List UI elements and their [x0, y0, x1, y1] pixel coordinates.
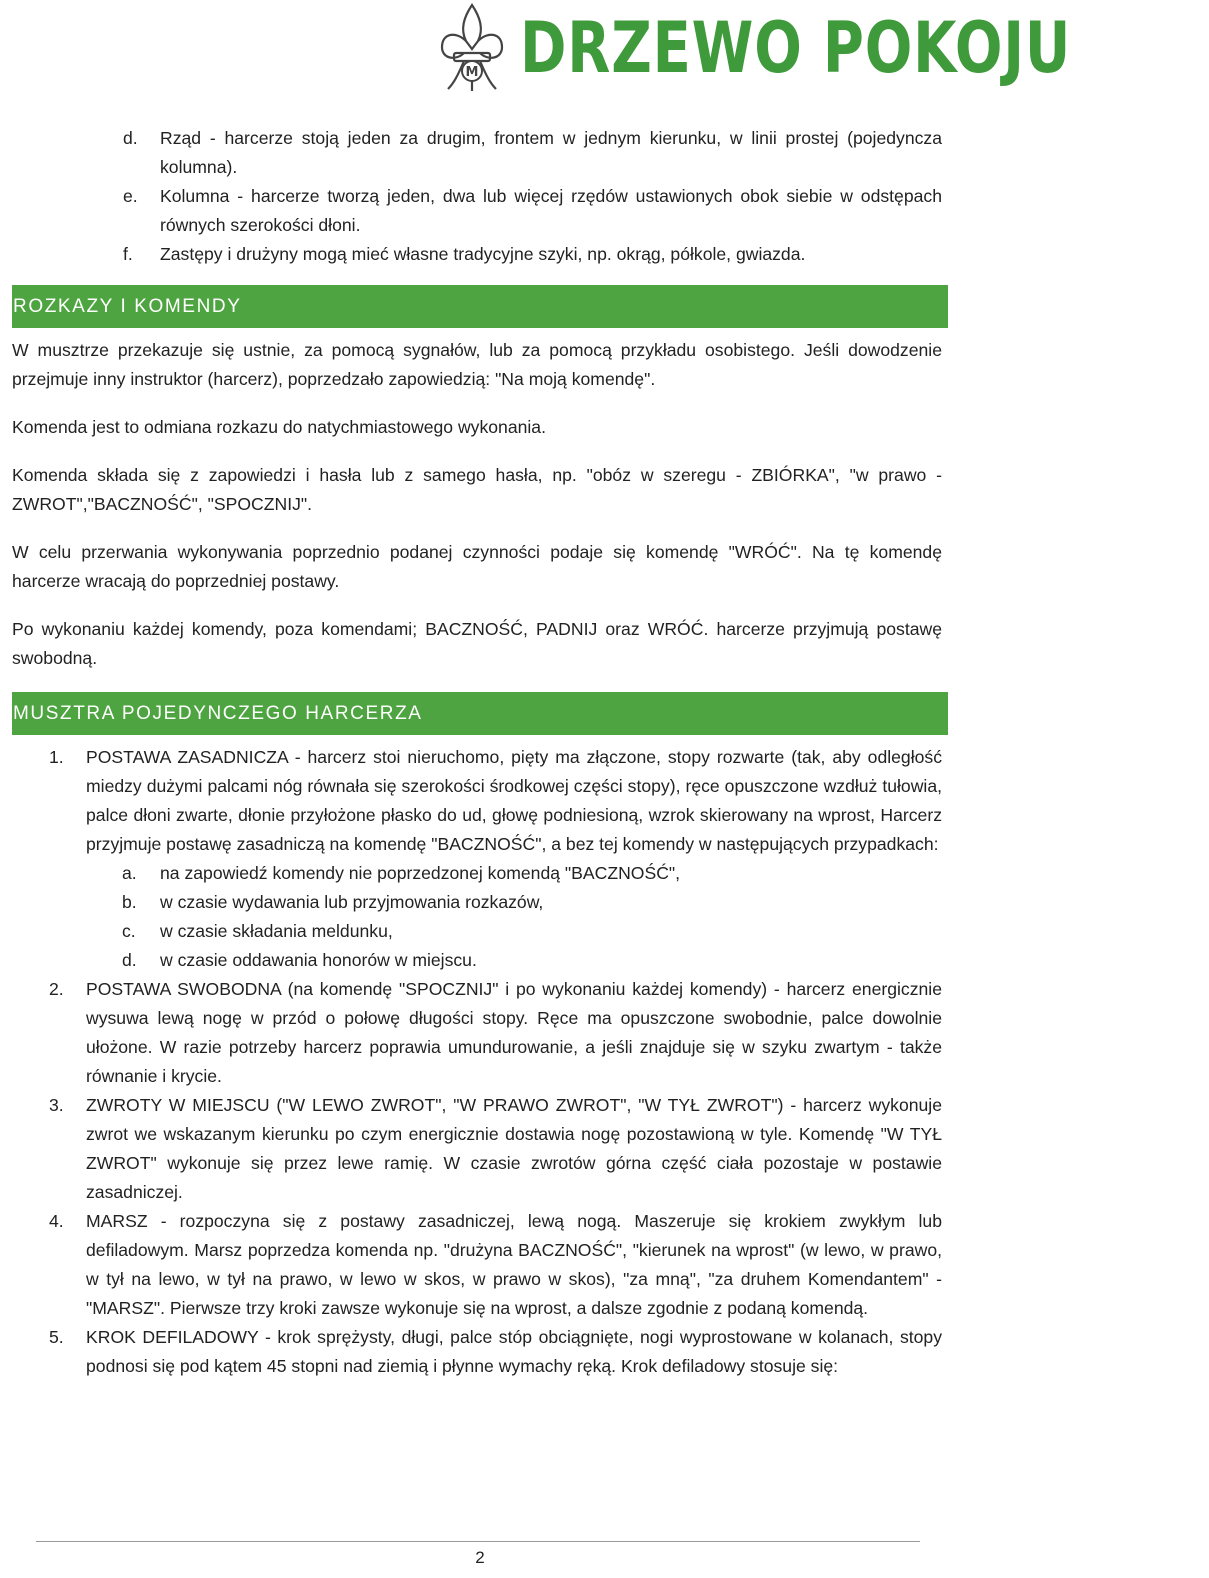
svg-text:M: M: [465, 65, 479, 80]
list-item: e. Kolumna - harcerze tworzą jeden, dwa lub więcej rzędów ustawionych obok siebie w odstępach równych szerokości dłoni.: [123, 186, 942, 235]
list-item: 1. POSTAWA ZASADNICZA - harcerz stoi nieruchomo, pięty ma złączone, stopy rozwarte (tak, aby odległość miedzy dużymi palcami nóg równała się szerokości środkowej części stopy), ręce opuszczone wzdłuż tułowia, palce dłoni zwarte, dłonie przyłożone płasko do ud, głowę podniesioną, wzrok skierowany na wprost, Harcerz przyjmuje postawę zasadniczą na komendę "BACZNOŚĆ", a bez tej komendy w następujących przypadkach: a. na zapowiedź komendy nie poprzedzonej komendą "BACZNOŚĆ", b. w czasie wydawania lub przyjmowania rozkazów, c. w czasie składania meldunku, d. w czasie oddawania honorów w miejscu.: [12, 743, 942, 975]
footer-divider: [36, 1541, 920, 1542]
paragraph: Komenda jest to odmiana rozkazu do natychmiastowego wykonania.: [12, 417, 546, 437]
paragraph: Komenda składa się z zapowiedzi i hasła lub z samego hasła, np. "obóz w szeregu - ZBIÓRKA", "w prawo - ZWROT","BACZNOŚĆ", "SPOCZNIJ".: [12, 465, 942, 514]
sub-list: [86, 859, 942, 975]
sub-list-item: c. w czasie składania meldunku,: [122, 921, 393, 941]
paragraph: Po wykonaniu każdej komendy, poza komendami; BACZNOŚĆ, PADNIJ oraz WRÓĆ. harcerze przyjmują postawę swobodną.: [12, 619, 942, 668]
list-item: 2. POSTAWA SWOBODNA (na komendę "SPOCZNIJ" i po wykonaniu każdej komendy) - harcerz energicznie wysuwa lewą nogę w przód o połowę długości stopy. Ręce ma opuszczone swobodnie, palce dowolnie ułożone. W razie potrzeby harcerz poprawia umundurowanie, a jeśli znajduje się w szyku zwartym - także równanie i krycie.: [49, 979, 942, 1086]
logo-text: DRZEWO POKOJU: [520, 7, 1072, 89]
list-item: d. Rząd - harcerze stoją jeden za drugim, frontem w jednym kierunku, w linii prostej (pojedyncza kolumna).: [123, 128, 942, 177]
list-item: f. Zastępy i drużyny mogą mieć własne tradycyjne szyki, np. okrąg, półkole, gwiazda.: [123, 244, 806, 264]
paragraph: W musztrze przekazuje się ustnie, za pomocą sygnałów, lub za pomocą przykładu osobistego. Jeśli dowodzenie przejmuje inny instruktor (harcerz), poprzedzało zapowiedzią: "Na moją komendę".: [12, 340, 942, 389]
scout-lily-emblem-icon: [436, 1, 508, 95]
page-number: 2: [475, 1548, 485, 1567]
sub-list-item: d. w czasie oddawania honorów w miejscu.: [122, 950, 477, 970]
section-heading-musztra: MUSZTRA POJEDYNCZEGO HARCERZA: [12, 692, 948, 735]
sub-list-item: a. na zapowiedź komendy nie poprzedzonej komendą "BACZNOŚĆ",: [122, 863, 681, 883]
section-heading-rozkazy: ROZKAZY I KOMENDY: [12, 285, 948, 328]
list-item: 4. MARSZ - rozpoczyna się z postawy zasadniczej, lewą nogą. Maszeruje się krokiem zwykłym lub defiladowym. Marsz poprzedza komenda np. "drużyna BACZNOŚĆ", "kierunek na wprost" (w lewo, w prawo, w tył na lewo, w tył na prawo, w lewo w skos, w prawo w skos), "za mną", "za druhem Komendantem" -"MARSZ". Pierwsze trzy kroki zawsze wykonuje się na wprost, a dalsze zgodnie z podaną komendą.: [49, 1211, 942, 1318]
logo: [436, 0, 1209, 96]
drill-list: [12, 743, 942, 1381]
paragraph: W celu przerwania wykonywania poprzednio podanej czynności podaje się komendę "WRÓĆ". Na tę komendę harcerze wracają do poprzedniej postawy.: [12, 542, 942, 591]
list-item: 3. ZWROTY W MIEJSCU ("W LEWO ZWROT", "W PRAWO ZWROT", "W TYŁ ZWROT") - harcerz wykonuje zwrot we wskazanym kierunku po czym energicznie dostawia nogę pozostawioną w tyle. Komendę "W TYŁ ZWROT" wykonuje się przez lewe ramię. W czasie zwrotów górna część ciała pozostaje w postawie zasadniczej.: [49, 1095, 942, 1202]
document-body: [12, 124, 942, 1381]
formation-list: [12, 124, 942, 269]
sub-list-item: b. w czasie wydawania lub przyjmowania rozkazów,: [122, 892, 544, 912]
list-item: 5. KROK DEFILADOWY - krok sprężysty, długi, palce stóp obciągnięte, nogi wyprostowane w kolanach, stopy podnosi się pod kątem 45 stopni nad ziemią i płynne wymachy ręką. Krok defiladowy stosuje się:: [49, 1327, 942, 1376]
